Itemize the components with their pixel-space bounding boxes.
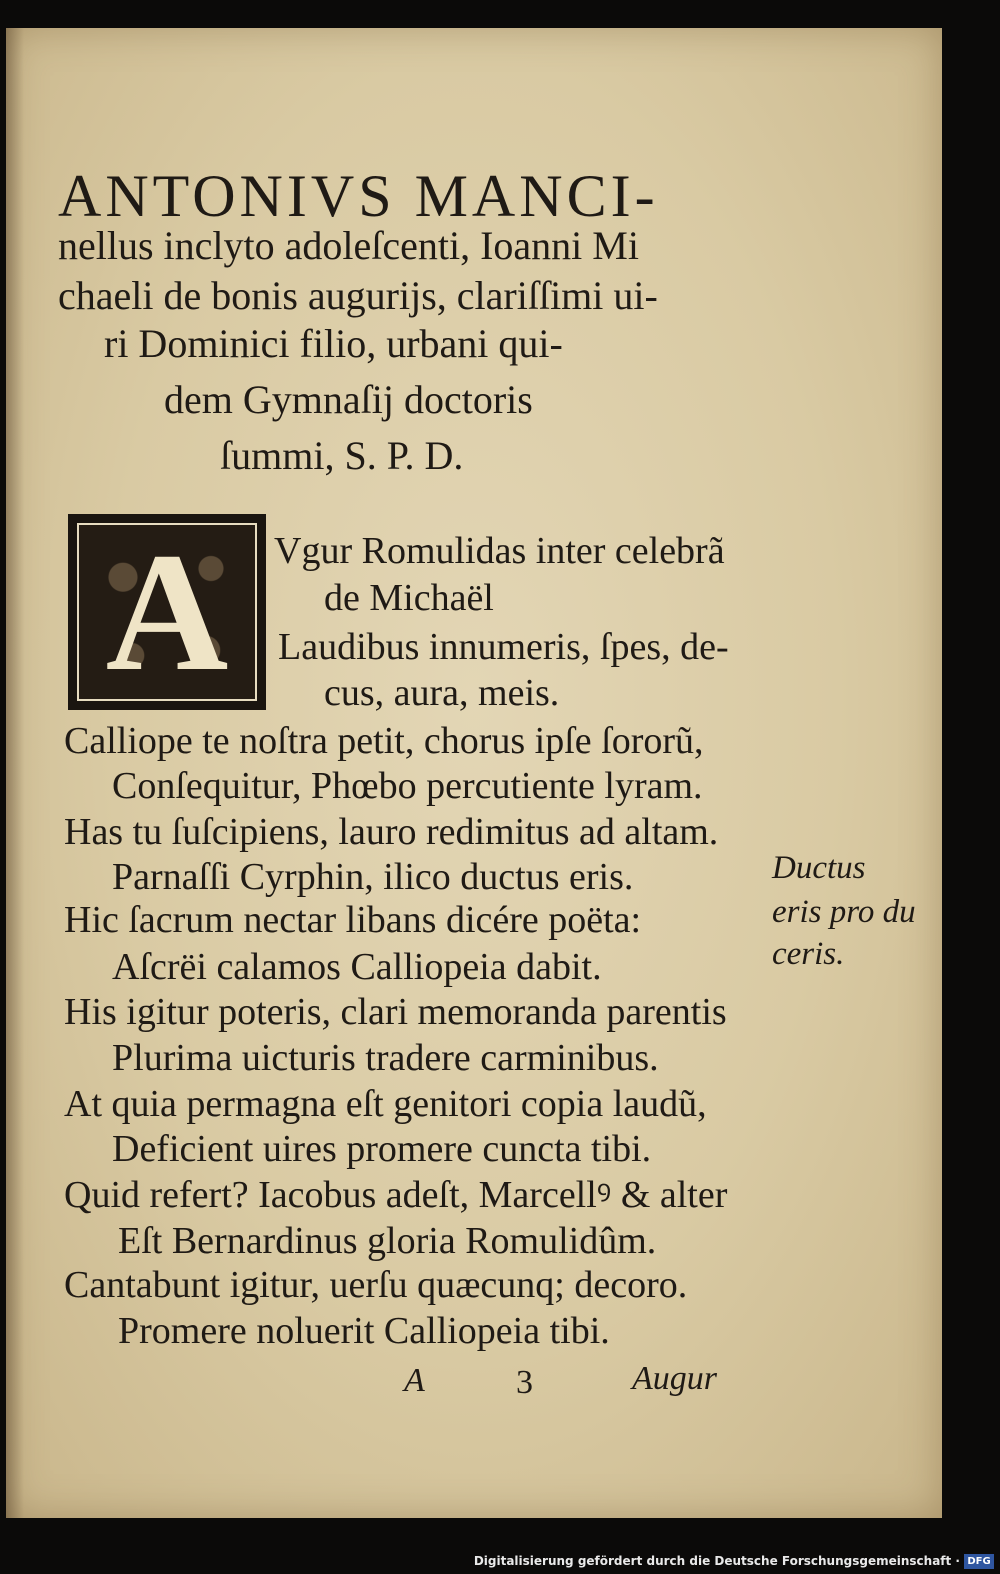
verse-line: Promere noluerit Calliopeia tibi. [118, 1310, 610, 1352]
verse-line: Laudibus innumeris, ſpes, de- [278, 626, 729, 668]
margin-note-line-2: eris pro du [772, 894, 916, 930]
verse-line: cus, aura, meis. [324, 672, 560, 714]
verse-line: At quia permagna eſt genitori copia laudũ, [64, 1083, 707, 1125]
margin-note-line-1: Ductus [772, 850, 866, 886]
book-page [6, 28, 942, 1518]
heading-line-3: chaeli de bonis augurijs, clariſſimi ui- [58, 273, 658, 318]
initial-letter: A [105, 518, 229, 706]
verse-line: Plurima uicturis tradere carminibus. [112, 1037, 659, 1079]
verse-line: Eſt Bernardinus gloria Romulidûm. [118, 1220, 657, 1262]
verse-line: Has tu ſuſcipiens, lauro redimitus ad altam. [64, 811, 719, 853]
dfg-logo-icon: DFG [964, 1554, 994, 1569]
verse-line: Quid refert? Iacobus adeſt, Marcellꝰ & alter [64, 1174, 728, 1216]
verse-line: Conſequitur, Phœbo percutiente lyram. [112, 765, 703, 807]
verse-line: Cantabunt igitur, uerſu quæcunq; decoro. [64, 1264, 688, 1306]
folio-number: 3 [516, 1364, 533, 1401]
heading-line-2: nellus inclyto adoleſcenti, Ioanni Mi [58, 223, 639, 268]
margin-note-line-3: ceris. [772, 936, 845, 972]
signature-mark: A [404, 1362, 425, 1399]
verse-line: Vgur Romulidas inter celebrã [274, 530, 725, 572]
catchword: Augur [632, 1360, 717, 1397]
verse-line: Hic ſacrum nectar libans dicére poëta: [64, 899, 642, 941]
verse-line: Calliope te noſtra petit, chorus ipſe ſororũ, [64, 720, 704, 762]
verse-line: Aſcrëi calamos Calliopeia dabit. [112, 946, 602, 988]
heading-line-4: ri Dominici filio, urbani qui- [104, 321, 563, 366]
heading-line-5: dem Gymnaſij doctoris [164, 377, 533, 422]
decorated-initial [68, 514, 266, 710]
digitization-credit: Digitalisierung gefördert durch die Deutsche Forschungsgemeinschaft · [473, 1554, 960, 1568]
verse-line: de Michaël [324, 577, 494, 619]
heading-line-1: ANTONIVS MANCI- [58, 163, 659, 229]
verse-line: Deficient uires promere cuncta tibi. [112, 1128, 652, 1170]
verse-line: Parnaſſi Cyrphin, ilico ductus eris. [112, 856, 634, 898]
heading-line-6: ſummi, S. P. D. [220, 433, 464, 478]
verse-line: His igitur poteris, clari memoranda parentis [64, 991, 727, 1033]
